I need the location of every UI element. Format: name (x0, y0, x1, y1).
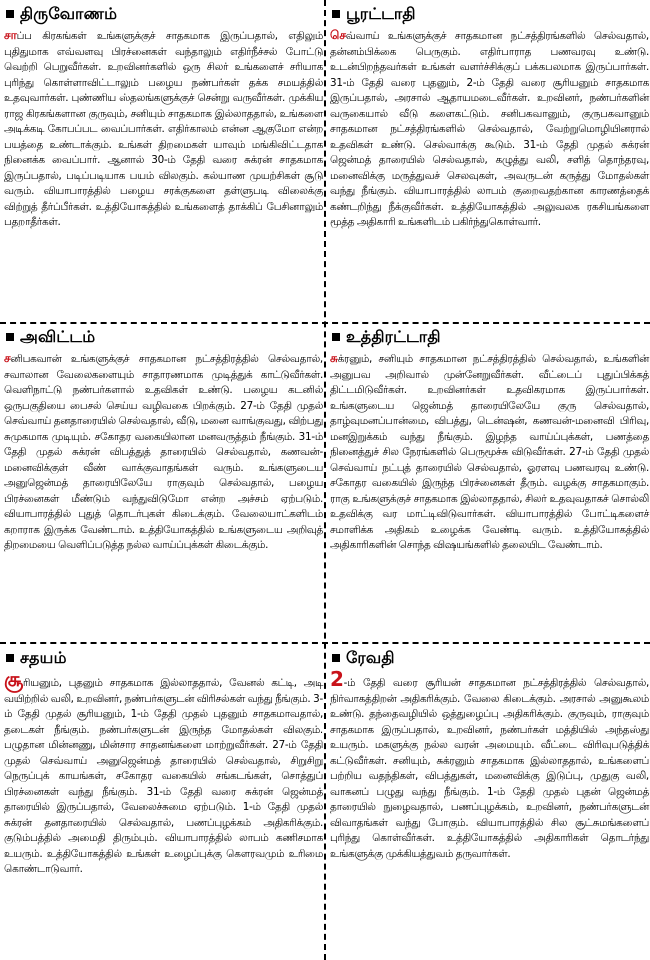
section-body (330, 28, 649, 231)
section-thiruvonam (4, 2, 323, 231)
section-body (4, 351, 323, 554)
drop-cap: செ (330, 28, 346, 42)
section-text: -ம் தேதி வரை சூரியன் சாதகமான நட்சத்திரத்தில் செல்வதால், நிர்வாகத்திறன் அதிகரிக்கும். வேலை கிடைக்கும். அரசால் அனுகூலம் உண்டு. தந்தைவழியில் ஒத்துழைப்பு அதிகரிக்கும். குருவும், ராகுவும் சாதகமாக இருப்பதால், உறவினர், நண்பர்கள் மத்தியில் அந்தஸ்து உயரும். மகளுக்கு நல்ல வரன் அமையும். வீட்டை விரிவுபடுத்திக் கட்டுவீர்கள். சனியும், சுக்ரனும் சாதகமாக இல்லாததால், உங்களைப் பற்றிய வதந்திகள், விபத்துகள், மனைவிக்கு இடுப்பு, முதுகு வலி, வாகனப் பழுது வந்து நீங்கும். 1-ம் தேதி முதல் புதன் ஜென்மத் தாரையில் நுழைவதால், பணப்புழக்கம், உறவினர், நண்பர்களுடன் விவாதங்கள் வந்து போகும். வியாபாரத்தில் சில சூட்சுமங்களைப் புரிந்து கொள்வீர்கள். உத்தியோகத்தில் அதிகாரிகள் தொடர்ந்து உங்களுக்கு முக்கியத்துவம் தருவார்கள். (330, 677, 649, 860)
section-body (330, 667, 649, 862)
section-text: ரியனும், புதனும் சாதகமாக இல்லாததால், வேனல் கட்டி, அடி வயிற்றில் வலி, உறவினர், நண்பர்களுடன் விரிசல்கள் வந்து நீங்கும். 3-ம் தேதி முதல் சூரியனும், 1-ம் தேதி முதல் புதனும் சாதகமாவதால், தடைகள் நீங்கும். நண்பர்களுடன் இருந்த மோதல்கள் விலகும். பழுதான மின்னணு, மின்சார சாதனங்களை மாற்றுவீர்கள். 27-ம் தேதி முதல் செவ்வாய் அனுஜென்மத் தாரையில் செல்வதால், சிறுசிறு நெருப்புக் காயங்கள், சகோதர வகையில் சங்கடங்கள், சொத்துப் பிரச்னைகள் வந்து நீங்கும். 31-ம் தேதி வரை சுக்ரன் ஜென்மத் தாரையில் இருப்பதால், வேலைச்சுமை ஏற்படும். 1-ம் தேதி முதல் சுக்ரன் தனதாரையில் செல்வதால், பணப்புழக்கம் அதிகரிக்கும். குடும்பத்தில் அமைதி திரும்பும். வியாபாரத்தில் லாபம் கணிசமாக உயரும். உத்தியோகத்தில் உங்கள் உழைப்புக்கு கௌரவமும் உரிமை கொண்டாடுவார். (4, 677, 323, 875)
section-divider (0, 642, 650, 644)
section-poorattadhi (330, 2, 649, 231)
section-body (4, 28, 323, 231)
drop-cap: 2 (330, 667, 344, 691)
section-avittam (4, 325, 323, 554)
bullet-square-icon (6, 333, 14, 341)
section-text: னிபகவான் உங்களுக்குச் சாதகமான நட்சத்திரத்தில் செல்வதால், சவாலான வேலைகளையும் சாதாரணமாக முடித்துக் காட்டுவீர்கள். வெளிநாட்டு நண்பர்களால் உதவிகள் உண்டு. பழைய கடனில் ஒருபகுதியை பைசல் செய்ய வழிவகை பிறக்கும். 27-ம் தேதி முதல் செவ்வாய் தனதாரையில் செல்வதால், வீடு, மனை வாங்குவது, விற்பது சுமுகமாக முடியும். சகோதர வகையிலான மனவருத்தம் நீங்கும். 31-ம் தேதி முதல் சுக்ரன் விபத்துத் தாரையில் செல்வதால், கணவன்-மனைவிக்குள் வீண் வாக்குவாதங்கள் வரும். உங்களுடைய அனுஜென்மத் தாரையிலேயே ராகுவும் செல்வதால், பழைய பிரச்னைகள் மீண்டும் வந்துவிடுமோ என்ற அச்சம் ஏற்படும். வியாபாரத்தில் புதுத் தொடர்புகள் கிடைக்கும். வேலையாட்களிடம் கறாராக இருக்க வேண்டாம். உத்தியோகத்தில் உங்களுடைய அறிவுத் திறமையை வெளிப்படுத்த நல்ல வாய்ப்புக்கள் கிடைக்கும். (4, 353, 323, 551)
section-body (4, 667, 323, 878)
bullet-square-icon (6, 10, 14, 18)
section-title: பூரட்டாதி (346, 3, 416, 23)
bullet-square-icon (6, 654, 14, 662)
section-divider (0, 322, 650, 324)
section-uthirattadhi (330, 325, 649, 554)
drop-cap: சா (4, 28, 17, 42)
section-revathi (330, 646, 649, 862)
section-title: அவிட்டம் (20, 326, 96, 346)
drop-cap: சு (330, 351, 338, 365)
drop-cap: சூ (4, 667, 23, 691)
section-heading (4, 2, 323, 26)
section-sadhayam (4, 646, 323, 878)
section-title: சதயம் (20, 647, 67, 667)
section-text: க்ரனும், சனியும் சாதகமான நட்சத்திரத்தில் செல்வதால், உங்களின் அனுபவ அறிவால் முன்னேறுவீர்கள். வீட்டைப் புதுப்பிக்கத் திட்டமிடுவீர்கள். உறவினர்கள் உதவிகரமாக இருப்பார்கள். உங்களுடைய ஜென்மத் தாரையிலேயே குரு செல்வதால், தாழ்வுமனப்பான்மை, விபத்து, டென்ஷன், கணவன்-மனைவி பிரிவு, மனஇறுக்கம் வந்து நீங்கும். இழந்த வாய்ப்புக்கள், பணத்தை நினைத்துச் சில நேரங்களில் பெருமூச்சு விடுவீர்கள். 27-ம் தேதி முதல் செவ்வாய் நட்புத் தாரையில் செல்வதால், ஓரளவு பணவரவு உண்டு. சகோதர வகையில் இருந்த பிரச்னைகள் தீரும். வழக்கு சாதகமாகும். ராகு உங்களுக்குச் சாதகமாக இல்லாததால், சிலர் உதவுவதாகச் சொல்லி உதவிக்கு வர மாட்டிவிடுவார்கள். வியாபாரத்தில் போட்டிகளைச் சமாளிக்க அதிகம் உழைக்க வேண்டி வரும். உத்தியோகத்தில் அதிகாரிகளின் சொந்த விஷயங்களில் தலையிட வேண்டாம். (330, 353, 649, 551)
bullet-square-icon (332, 333, 340, 341)
bullet-square-icon (332, 654, 340, 662)
bullet-square-icon (332, 10, 340, 18)
section-text: வ்வாய் உங்களுக்குச் சாதகமான நட்சத்திரங்களில் செல்வதால், தன்னம்பிக்கை பெருகும். எதிர்பாராத பணவரவு உண்டு. உடன்பிறந்தவர்கள் உங்கள் வளர்ச்சிக்குப் பக்கபலமாக இருப்பார்கள். 31-ம் தேதி வரை புதனும், 2-ம் தேதி வரை சூரியனும் சாதகமாக இருப்பதால், அரசால் ஆதாயமடைவீர்கள். உறவினர், நண்பர்களின் வருகையால் வீடு களைகட்டும். சனிபகவானும், குருபகவானும் சாதகமான நட்சத்திரங்களில் செல்வதால், வேற்றுமொழியினரால் உதவிகள் உண்டு. செல்வாக்கு கூடும். 31-ம் தேதி முதல் சுக்ரன் ஜென்மத் தாரையில் செல்வதால், கழுத்து வலி, சளித் தொந்தரவு, மனைவிக்கு மருத்துவச் செலவுகள், அவருடன் கருத்து மோதல்கள் வந்து நீங்கும். வியாபாரத்தில் லாபம் குறைவதற்கான காரணத்தைக் கண்டறிந்து நீக்குவீர்கள். உத்தியோகத்தில் அலுவலக ரகசியங்களை மூத்த அதிகாரி உங்களிடம் பகிர்ந்துகொள்வார். (330, 30, 649, 228)
section-title: உத்திரட்டாதி (346, 326, 441, 346)
column-divider (324, 0, 326, 960)
section-heading (330, 325, 649, 349)
section-title: திருவோணம் (20, 3, 118, 23)
drop-cap: ச (4, 351, 11, 365)
section-heading (330, 2, 649, 26)
section-heading (4, 646, 323, 670)
section-body (330, 351, 649, 554)
section-title: ரேவதி (346, 647, 395, 667)
section-text: ப்ப கிரகங்கள் உங்களுக்குச் சாதகமாக இருப்பதால், எதிலும் புதிதுமாக எவ்வளவு பிரச்னைகள் வந்தாலும் எதிர்நீச்சல் போட்டு வெற்றி பெறுவீர்கள். உறவினர்களில் ஒரு சிலர் உங்களைச் சரியாக புரிந்து கொள்ளாவிட்டாலும் பழைய நண்பர்கள் தக்க சமயத்தில் உதவுவார்கள். புண்ணிய ஸ்தலங்களுக்குச் சென்று வருவீர்கள். முக்கிய ராஜ கிரகங்களான குருவும், சனியும் சாதகமாக இல்லாததால், உங்களை அடிக்கடி கோபப்பட வைப்பார்கள். எதிர்காலம் என்ன ஆகுமோ என்ற பயத்தை உண்டாக்கும். உங்கள் திறமைகள் யாவும் மங்கிவிட்டதாக நினைக்க வைப்பார். ஆனால் 30-ம் தேதி வரை சுக்ரன் சாதகமாக இருப்பதால், படிப்படியாக பயம் விலகும். கல்யாண முயற்சிகள் சூடு வரும். வியாபாரத்தில் பழைய சரக்குகளை தள்ளுபடி விலைக்கு விற்றுத் தீர்ப்பீர்கள். உத்தியோகத்தில் உங்களைத் தாக்கிப் பேசினாலும் பதறாதீர்கள். (4, 30, 323, 228)
section-heading (4, 325, 323, 349)
section-heading (330, 646, 649, 670)
